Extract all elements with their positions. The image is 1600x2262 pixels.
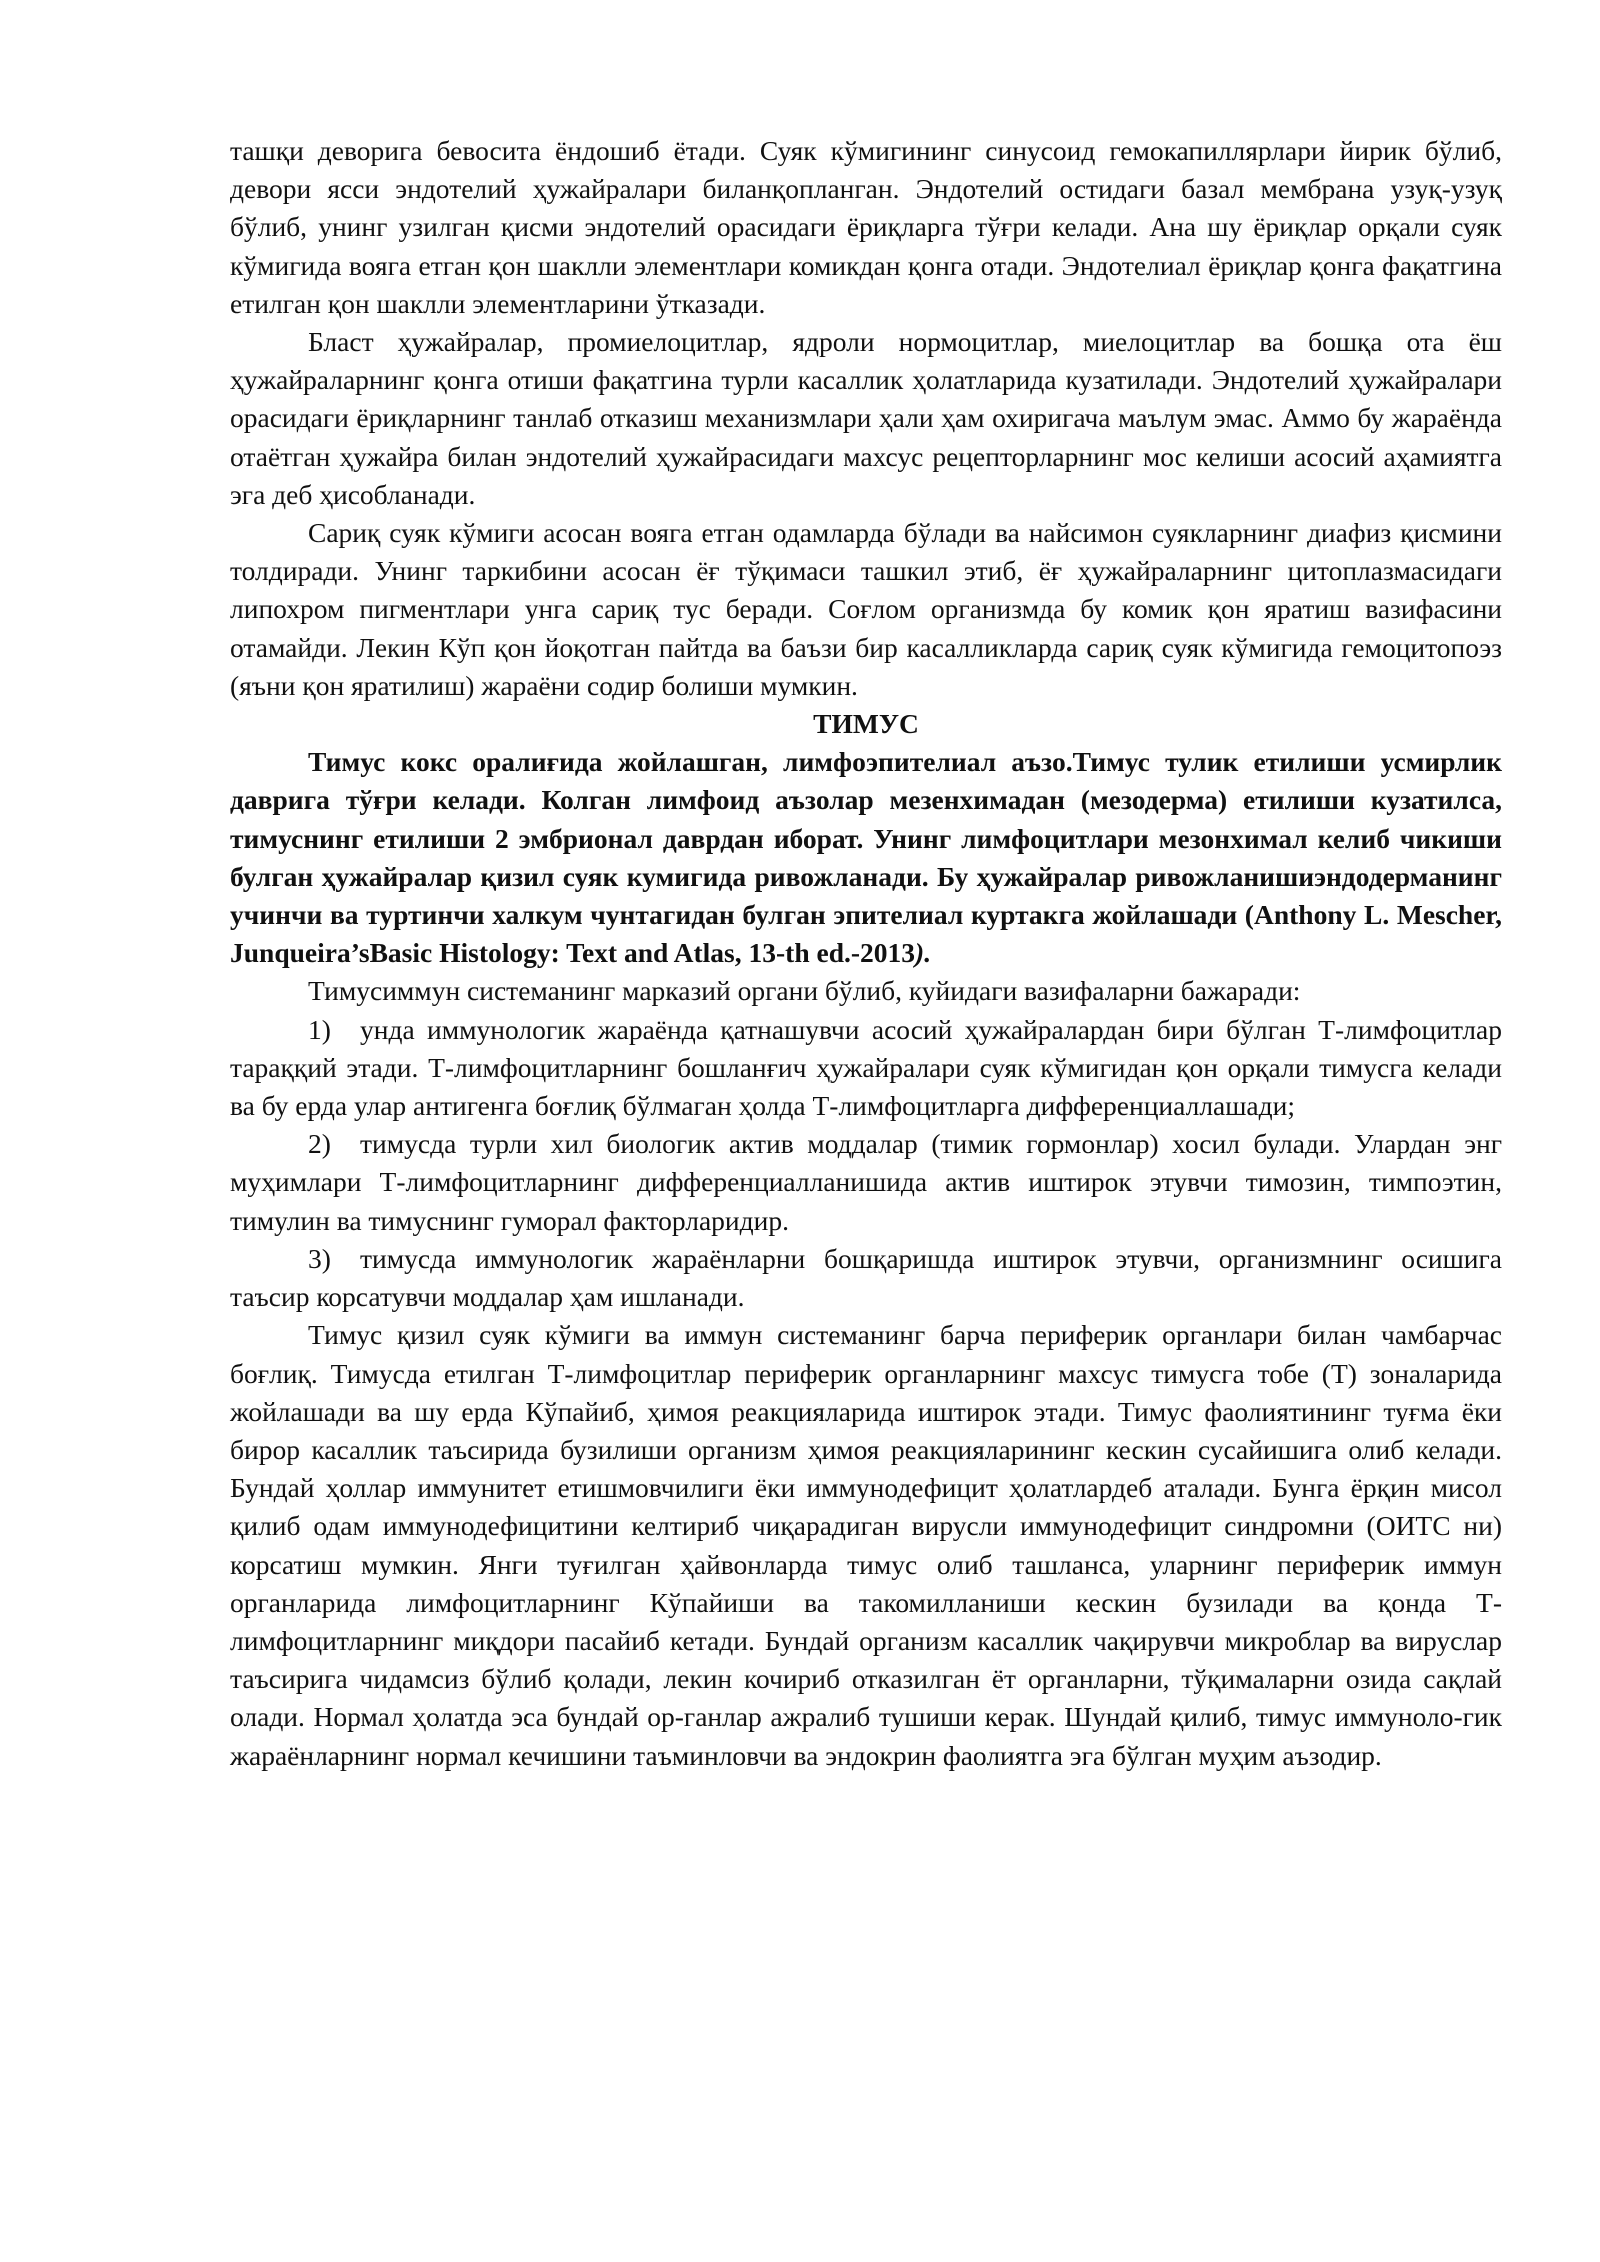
list-item bbox=[230, 1011, 1502, 1126]
paragraph-blast-cells: Бласт ҳужайралар, промиелоцитлар, ядроли нормоцитлар, миелоцитлар ва бошқа ота ёш ҳужайраларнинг қонга отиши фақатгина турли касаллик ҳолатларида кузатилади. Эндотелий ҳужайралари орасидаги ёриқларнинг танлаб отказиш механизмлари ҳали ҳам охиригача маълум эмас. Аммо бу жараёнда отаётган ҳужайра билан эндотелий ҳужайрасидаги махсус рецепторларнинг мос келиши асосий аҳамиятга эга деб ҳисобланади. bbox=[230, 326, 1502, 510]
list-item-text: унда иммунологик жараёнда қатнашувчи асосий ҳужайралардан бири бўлган Т-лимфоцитлар тараққий этади. Т-лимфоцитларнинг бошланғич ҳужайралари суяк кўмигидан қон орқали тимусга келади ва бу ерда улар антигенга боғлиқ бўлмаган ҳолда Т-лимфоцитларга дифференциаллашади; bbox=[230, 1013, 1502, 1122]
list-item-number: 1) bbox=[308, 1013, 331, 1045]
paragraph-marrow-sinusoids: ташқи деворига бевосита ёндошиб ётади. Суяк кўмигининг синусоид гемокапиллярлари йирик бўлиб, девори ясси эндотелий ҳужайралари биланқопланган. Эндотелий остидаги базал мембрана узуқ-узуқ бўлиб, унинг узилган қисми эндотелий орасидаги ёриқларга тўғри келади. Ана шу ёриқлар орқали суяк кўмигида вояга етган қон шаклли элементлари комикдан қонга отади. Эндотелиал ёриқлар қонга фақатгина етилган қон шаклли элементларини ўтказади. bbox=[230, 135, 1502, 319]
paragraph-yellow-marrow: Сариқ суяк кўмиги асосан вояга етган одамларда бўлади ва найсимон суякларнинг диафиз қисмини толдиради. Унинг таркибини асосан ёғ тўқимаси ташкил этиб, ёғ ҳужайраларнинг цитоплазмасидаги липохром пигментлари унга сариқ тус беради. Соғлом организмда бу комик қон яратиш вазифасини отамайди. Лекин Кўп қон йоқотган пайтда ва баъзи бир касалликларда сариқ суяк кўмигида гемоцитопоэз (яъни қон яратилиш) жараёни содир болиши мумкин. bbox=[230, 517, 1502, 701]
document-page bbox=[230, 132, 1502, 1775]
list-item bbox=[230, 1240, 1502, 1316]
list-item-text: тимусда иммунологик жараёнларни бошқаришда иштирок этувчи, организмнинг осишига таъсир корсатувчи моддалар ҳам ишланади. bbox=[230, 1242, 1502, 1313]
section-heading-thymus: ТИМУС bbox=[813, 708, 919, 740]
list-item bbox=[230, 1125, 1502, 1240]
paragraph-thymus-summary: Тимус қизил суяк кўмиги ва иммун системанинг барча периферик органлари билан чамбарчас боғлиқ. Тимусда етилган Т-лимфоцитлар периферик органларнинг махсус тимусга тобе (Т) зоналарида жойлашади ва шу ерда Кўпайиб, ҳимоя реакцияларида иштирок этади. Тимус фаолиятининг туғма ёки бирор касаллик таъсирида бузилиши организм ҳимоя реакцияларининг кескин сусайишига олиб келади. Бундай ҳоллар иммунитет етишмовчилиги ёки иммунодефицит ҳолатлардеб аталади. Бунга ёрқин мисол қилиб одам иммунодефицитини келтириб чиқарадиган вирусли иммунодефицит синдромни (ОИТС ни) корсатиш мумкин. Янги туғилган ҳайвонларда тимус олиб ташланса, уларнинг периферик иммун органларида лимфоцитларнинг Кўпайиши ва такомилланиши кескин бузилади ва қонда Т-лимфоцитларнинг миқдори пасайиб кетади. Бундай организм касаллик чақирувчи микроблар ва вируслар таъсирига чидамсиз бўлиб қолади, лекин кочириб отказилган ёт органларни, тўқималарни озида сақлай олади. Нормал ҳолатда эса бундай ор-ганлар ажралиб тушиши керак. Шундай қилиб, тимус иммуноло-гик жараёнларнинг нормал кечишини таъминловчи ва эндокрин фаолиятга эга бўлган муҳим аъзодир. bbox=[230, 1319, 1502, 1771]
paragraph-thymus-intro bbox=[230, 743, 1502, 972]
paragraph-functions-intro: Тимусиммун системанинг марказий органи бўлиб, куйидаги вазифаларни бажаради: bbox=[308, 975, 1301, 1007]
list-item-number: 3) bbox=[308, 1242, 331, 1274]
list-item-text: тимусда турли хил биологик актив моддалар (тимик гормонлар) хосил булади. Улардан энг муҳимлари Т-лимфоцитларнинг дифференциалланишида актив иштирок этувчи тимозин, тимпоэтин, тимулин ва тимуснинг гуморал факторларидир. bbox=[230, 1128, 1502, 1236]
thymus-intro-text: Тимус кокс оралиғида жойлашган, лимфоэпителиал аъзо.Тимус тулик етилиши усмирлик даврига тўғри келади. Колган лимфоид аъзолар мезенхимадан (мезодерма) етилиши кузатилса, тимуснинг етилиши 2 эмбрионал даврдан иборат. Унинг лимфоцитлари мезонхимал келиб чикиши булган ҳужайралар қизил суяк кумигида ривожланади. Бу ҳужайралар ривожланишиэндодерманинг учинчи ва туртинчи халкум чунтагидан булган эпителиал куртакга жойлашади (Anthony L. Mescher, Junqueira’sBasic Histology: Text and Atlas, 13-th ed.-2013 bbox=[230, 746, 1502, 969]
citation-close: ). bbox=[915, 937, 932, 969]
list-item-number: 2) bbox=[308, 1128, 331, 1160]
